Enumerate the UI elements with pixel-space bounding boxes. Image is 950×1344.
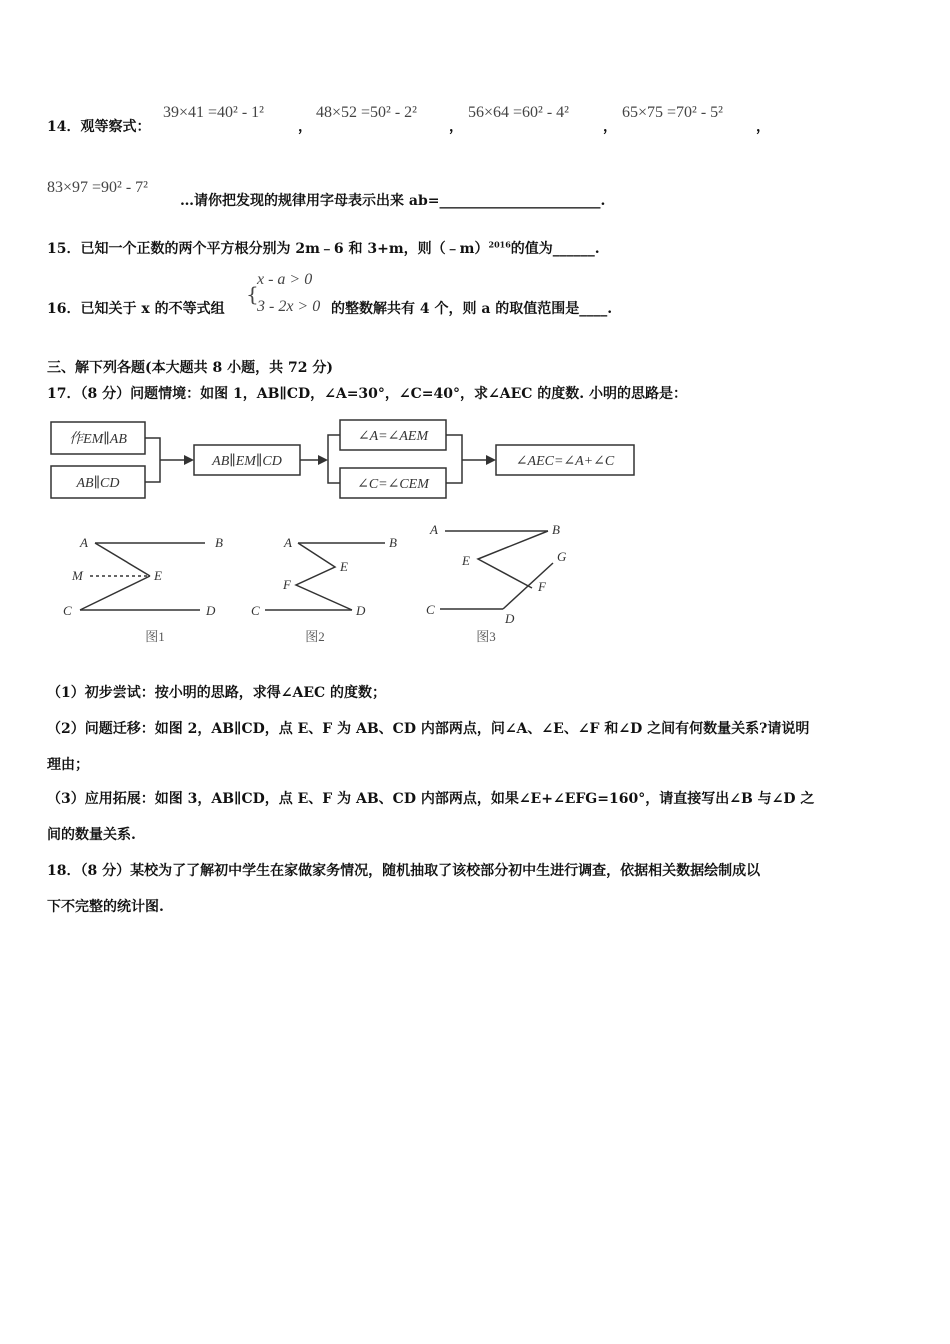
flow-connector-1 [145, 438, 186, 482]
q14-tail: …请你把发现的规律用字母表示出来 ab=_______________________. [180, 193, 606, 209]
flow-connector-3 [328, 435, 340, 483]
q15-text [47, 238, 600, 258]
q17-part-3-line-1: （3）应用拓展：如图 3，AB∥CD，点 E、F 为 AB、CD 内部两点，如果∠E+∠EFG=160°，请直接写出∠B 与∠D 之 [47, 791, 815, 807]
q17-figures [0, 515, 950, 650]
fig3-label-g: G [557, 549, 567, 564]
flow-connector-4 [446, 435, 488, 483]
q16-brace: { [246, 282, 259, 306]
fig1-caption: 图1 [145, 629, 165, 644]
q15-text-a: 15．已知一个正数的两个平方根分别为 2m﹣6 和 3+m，则（﹣m） [47, 241, 489, 257]
q17-intro: 17．（8 分）问题情境：如图 1，AB∥CD，∠A=30°，∠C=40°，求∠AEC 的度数. 小明的思路是： [47, 386, 688, 402]
fig2-label-f: F [283, 577, 291, 592]
flow-arrow-2 [318, 455, 328, 465]
figure-3 [440, 531, 553, 609]
q18-line-2: 下不完整的统计图. [47, 899, 164, 915]
flow-box-2-text: AB∥CD [76, 476, 120, 491]
q17-part-1: （1）初步尝试：按小明的思路，求得∠AEC 的度数； [47, 685, 387, 701]
fig2-label-e: E [340, 559, 348, 574]
q17-part-2-line-1: （2）问题迁移：如图 2，AB∥CD，点 E、F 为 AB、CD 内部两点，问∠A、∠E、∠F 和∠D 之间有何数量关系?请说明 [47, 721, 810, 737]
q14-eq1: 39×41 =40² - 1² [163, 104, 264, 121]
fig1-label-e: E [154, 568, 162, 583]
flow-arrow-3 [486, 455, 496, 465]
flow-box-6-text: ∠AEC=∠A+∠C [515, 454, 615, 469]
q16-text-a: 16．已知关于 x 的不等式组 [47, 301, 225, 317]
flow-box-1-text: 作EM∥AB [69, 432, 127, 447]
q14-eq4: 65×75 =70² - 5² [622, 104, 723, 121]
figure-1 [80, 543, 205, 610]
fig2-caption: 图2 [305, 629, 325, 644]
flow-box-3-text: AB∥EM∥CD [212, 454, 282, 469]
fig3-label-d: D [505, 611, 515, 626]
fig2-label-c: C [251, 603, 260, 618]
q14-eq5: 83×97 =90² - 7² [47, 179, 148, 196]
q14-eq3: 56×64 =60² - 4² [468, 104, 569, 121]
q17-flowchart [0, 410, 950, 510]
fig3-label-f: F [538, 579, 546, 594]
fig2-label-d: D [356, 603, 366, 618]
fig3-label-e: E [462, 553, 470, 568]
fig1-line-ec [80, 576, 150, 610]
q14-label: 14．观等察式： [47, 119, 151, 135]
fig1-label-m: M [72, 568, 83, 583]
flow-arrow-1 [184, 455, 194, 465]
q14-comma-1: ， [298, 119, 312, 135]
fig3-label-b: B [552, 522, 560, 537]
q17-part-2-line-2: 理由； [47, 757, 89, 773]
fig1-label-c: C [63, 603, 72, 618]
fig1-line-ae [95, 543, 150, 576]
q15-text-b: 的值为______. [510, 241, 600, 257]
q14-comma-4: ， [756, 119, 770, 135]
q14-comma-2: ， [449, 119, 463, 135]
section3-title: 三、解下列各题(本大题共 8 小题，共 72 分) [47, 360, 333, 376]
fig1-label-d: D [206, 603, 216, 618]
q16-text-b: 的整数解共有 4 个，则 a 的取值范围是____. [331, 301, 613, 317]
fig3-label-c: C [426, 602, 435, 617]
fig3-caption: 图3 [476, 629, 496, 644]
q17-part-3-line-2: 间的数量关系. [47, 827, 136, 843]
fig2-label-a: A [284, 535, 292, 550]
fig1-label-b: B [215, 535, 223, 550]
fig3-label-a: A [430, 522, 438, 537]
fig2-label-b: B [389, 535, 397, 550]
q14-eq2: 48×52 =50² - 2² [316, 104, 417, 121]
q15-exponent: 2016 [488, 239, 511, 250]
q16-line2: 3 - 2x > 0 [257, 298, 321, 315]
fig1-label-a: A [80, 535, 88, 550]
flow-box-4-text: ∠A=∠AEM [357, 429, 429, 444]
q14-comma-3: ， [603, 119, 617, 135]
q18-line-1: 18．（8 分）某校为了了解初中学生在家做家务情况，随机抽取了该校部分初中生进行调查，依据相关数据绘制成以 [47, 863, 761, 879]
q16-line1: x - a > 0 [257, 271, 313, 288]
fig2-zigzag [296, 543, 352, 610]
flow-box-5-text: ∠C=∠CEM [357, 477, 429, 492]
